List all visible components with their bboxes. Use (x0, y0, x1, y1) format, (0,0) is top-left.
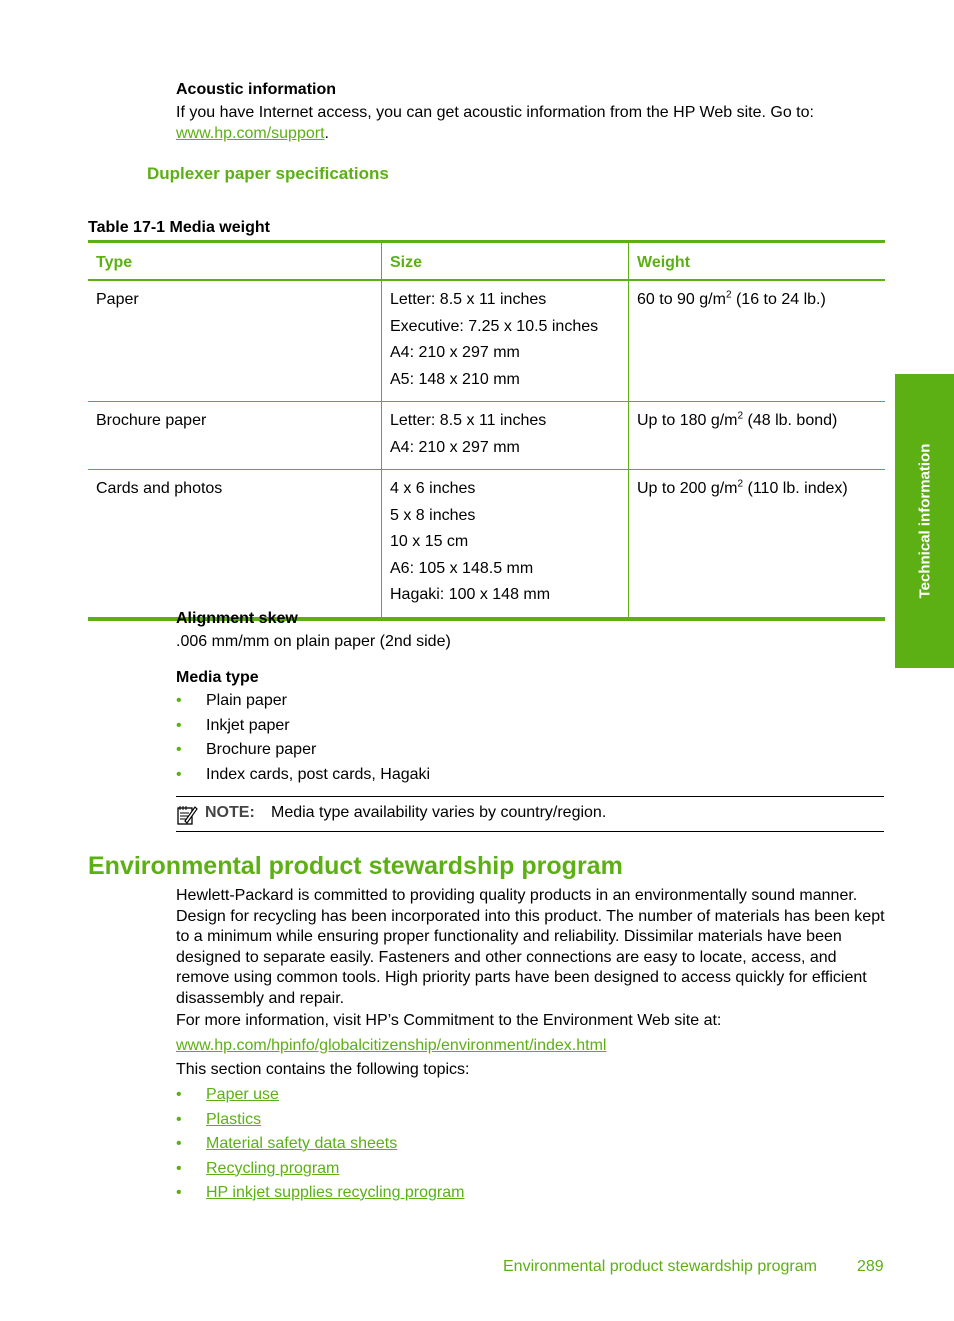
weight-superscript: 2 (725, 289, 732, 301)
cell-weight (629, 402, 886, 470)
list-item-label: Plain paper (206, 692, 287, 709)
bullet: • (176, 1184, 182, 1201)
env-para-line: designed to separate easily. Fasteners and other connections are easy to locate, access, and (176, 948, 837, 966)
topic-link-plastics[interactable]: Plastics (206, 1110, 262, 1128)
size-line: 10 x 15 cm (390, 533, 469, 550)
list-item (176, 1181, 464, 1206)
table-header-row (88, 242, 885, 281)
cell-size (382, 470, 629, 619)
weight-value: Up to 200 g/m (637, 480, 738, 497)
topic-link-recycling[interactable]: Recycling program (206, 1159, 340, 1177)
bullet: • (176, 765, 182, 783)
bullet: • (176, 1110, 182, 1128)
weight-value-suffix: (16 to 24 lb.) (731, 291, 826, 308)
bullet: • (176, 1086, 182, 1103)
footer-title: Environmental product stewardship program (503, 1258, 817, 1275)
cell-size (382, 280, 629, 402)
acoustic-text-body: If you have Internet access, you can get acoustic information from the HP Web site. Go to: (176, 104, 814, 121)
hp-support-link[interactable]: www.hp.com/support (176, 124, 325, 142)
table-row (88, 280, 885, 402)
weight-superscript: 2 (737, 410, 744, 422)
note-box (176, 796, 884, 832)
size-line: Letter: 8.5 x 11 inches (390, 291, 547, 308)
topic-link-paper-use[interactable]: Paper use (206, 1086, 279, 1103)
list-item (176, 763, 430, 788)
env-para-line: Design for recycling has been incorporated into this product. The number of materials has been kept (176, 907, 885, 925)
weight-value: 60 to 90 g/m (637, 291, 726, 308)
list-item (176, 714, 430, 739)
list-item (176, 1132, 464, 1157)
list-item (176, 689, 430, 714)
header-type: Type (88, 242, 382, 281)
env-heading: Environmental product stewardship program (88, 852, 623, 880)
weight-value-suffix: (48 lb. bond) (743, 412, 838, 429)
cell-size (382, 402, 629, 470)
topics-intro: This section contains the following topics: (176, 1061, 470, 1078)
list-item-label: Index cards, post cards, Hagaki (206, 765, 431, 783)
size-line: A4: 210 x 297 mm (390, 438, 520, 456)
topics-list (176, 1083, 464, 1206)
size-line: 5 x 8 inches (390, 506, 476, 524)
note-label: NOTE: (205, 804, 255, 821)
bullet: • (176, 1135, 182, 1152)
list-item (176, 738, 430, 763)
media-type-heading: Media type (176, 669, 259, 686)
env-para-line: remove using common tools. High priority parts have been designed to access quickly for efficient (176, 969, 867, 986)
bullet: • (176, 692, 182, 709)
note-text: Media type availability varies by country/region. (271, 804, 607, 821)
env-para-line: to a minimum while ensuring proper functionality and reliability. Dissimilar materials have been (176, 928, 842, 945)
weight-superscript: 2 (737, 478, 744, 490)
size-line: A4: 210 x 297 mm (390, 344, 520, 361)
env-para-line: disassembly and repair. (176, 989, 345, 1007)
alignment-text: .006 mm/mm on plain paper (2nd side) (176, 633, 451, 650)
bullet: • (176, 741, 182, 758)
env-paragraph (176, 886, 885, 1009)
weight-value-suffix: (110 lb. index) (743, 480, 848, 497)
list-item (176, 1157, 464, 1182)
topic-link-msds[interactable]: Material safety data sheets (206, 1135, 398, 1152)
bullet: • (176, 1159, 182, 1177)
list-item-label: Inkjet paper (206, 716, 290, 734)
table-caption: Table 17-1 Media weight (88, 219, 270, 236)
size-line: A5: 148 x 210 mm (390, 370, 520, 388)
cell-weight (629, 470, 886, 619)
size-line: Hagaki: 100 x 148 mm (390, 586, 551, 603)
list-item (176, 1083, 464, 1108)
size-line: Executive: 7.25 x 10.5 inches (390, 317, 599, 335)
alignment-heading: Alignment skew (176, 610, 298, 627)
list-item (176, 1108, 464, 1133)
header-weight: Weight (629, 242, 886, 281)
env-para-line: Hewlett-Packard is committed to providing quality products in an environmentally sound manner. (176, 887, 858, 904)
env-web-link[interactable]: www.hp.com/hpinfo/globalcitizenship/environment/index.html (176, 1037, 607, 1054)
bullet: • (176, 716, 182, 734)
note-pencil-icon (176, 804, 198, 826)
list-item-label: Brochure paper (206, 741, 317, 758)
table-row (88, 470, 885, 619)
duplexer-heading: Duplexer paper specifications (147, 164, 389, 183)
size-line: 4 x 6 inches (390, 480, 476, 497)
media-weight-table (88, 240, 885, 621)
weight-value: Up to 180 g/m (637, 412, 738, 429)
topic-link-inkjet-recycling[interactable]: HP inkjet supplies recycling program (206, 1184, 465, 1201)
media-type-list (176, 689, 430, 787)
header-size: Size (382, 242, 629, 281)
cell-type: Brochure paper (88, 402, 382, 470)
cell-type: Cards and photos (88, 470, 382, 619)
acoustic-heading: Acoustic information (176, 81, 337, 98)
side-tab (895, 374, 954, 668)
cell-weight (629, 280, 886, 402)
side-tab-label: Technical information (916, 443, 933, 599)
cell-type: Paper (88, 280, 382, 402)
table-row (88, 402, 885, 470)
acoustic-period: . (324, 124, 329, 142)
env-more-info: For more information, visit HP’s Commitment to the Environment Web site at: (176, 1012, 722, 1029)
size-line: A6: 105 x 148.5 mm (390, 559, 534, 577)
size-line: Letter: 8.5 x 11 inches (390, 412, 547, 429)
page-number: 289 (857, 1258, 884, 1275)
acoustic-text (176, 103, 886, 144)
